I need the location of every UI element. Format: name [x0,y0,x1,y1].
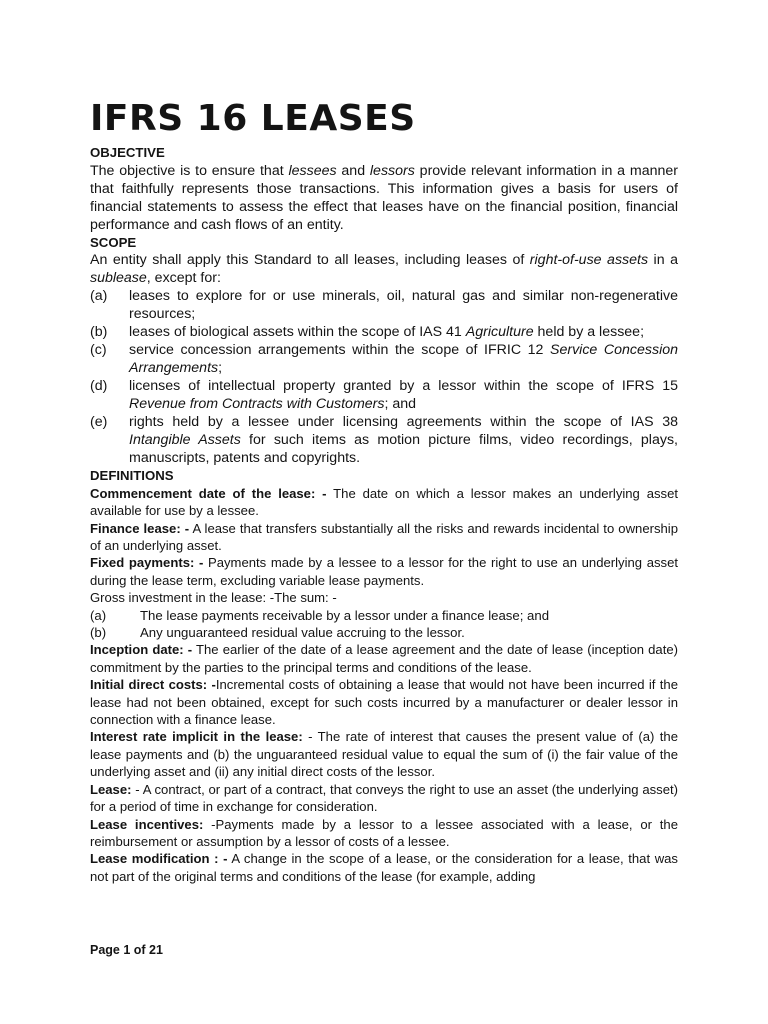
document-body [90,96,678,885]
italic-term: right-of-use assets [529,252,649,269]
definition-term: Lease modification : - [90,851,228,867]
list-text [129,323,678,341]
list-text: Any unguaranteed residual value accruing to the lessor. [140,625,465,641]
definition-text: Payments made by a lessee to a lessor for the right to use an underlying asset during the lease term, excluding variable lease payments. [90,555,678,588]
italic-term: Revenue from Contracts with Customers [129,396,385,413]
definition-term: Finance lease: - [90,520,190,536]
list-text [129,377,678,413]
text-run: leases of biological assets within the scope of IAS 41 [129,324,466,341]
list-text [129,413,678,467]
list-item [90,607,678,624]
text-run: for such items as motion picture films, video recordings, plays, manuscripts, patents and copyrights. [129,432,678,467]
list-label: (a) [90,288,108,305]
italic-term: lessors [369,162,415,179]
list-text [129,341,678,377]
definition-lease [90,781,678,816]
text-run: , except for: [146,270,221,287]
list-label: (a) [90,607,107,623]
definition-term: Fixed payments: - [90,555,204,571]
definition-fixed-payments [90,554,678,589]
text-run: service concession arrangements within the scope of IFRIC 12 [129,342,550,359]
text-run: rights held by a lessee under licensing agreements within the scope of IAS 38 [129,414,678,431]
definition-lease-incentives [90,816,678,851]
list-label: (e) [90,414,108,431]
italic-term: Intangible Assets [129,432,241,449]
definition-initial-direct-costs [90,676,678,728]
definition-text: - A contract, or part of a contract, that conveys the right to use an asset (the underlying asset) for a period of time in exchange for consideration. [90,781,678,815]
definition-commencement [90,485,678,520]
list-item [90,287,678,323]
definitions-heading: DEFINITIONS [90,468,174,484]
definition-gross-investment: Gross investment in the lease: -The sum: - [90,590,337,606]
italic-term: sublease [90,270,147,287]
definition-term: Initial direct costs: - [90,677,216,693]
italic-term: Agriculture [465,324,534,341]
text-run: held by a lessee; [533,324,645,341]
definitions-list [90,485,678,885]
text-run: An entity shall apply this Standard to all leases, including leases of [90,252,530,269]
definition-text: A lease that transfers substantially all the risks and rewards incidental to ownership of an underlying asset. [90,520,678,553]
text-run: and [336,162,370,179]
list-item [90,323,678,341]
list-label: (d) [90,378,108,395]
scope-list [90,287,678,467]
definition-finance-lease [90,520,678,555]
definition-lease-modification [90,850,678,885]
definition-text: The date on which a lessor makes an underlying asset available for use by a lessee. [90,485,678,519]
italic-term: Service Concession Arrangements [129,342,678,377]
text-run: in a [648,252,678,269]
list-item [90,377,678,413]
definition-text: The earlier of the date of a lease agreement and the date of lease (inception date) commitment by the parties to the principal terms and conditions of the lease. [90,642,678,675]
scope-heading: SCOPE [90,234,137,250]
definition-text: A change in the scope of a lease, or the consideration for a lease, that was not part of the original terms and conditions of the lease (for example, adding [90,851,678,884]
italic-term: lessees [288,162,337,179]
list-label: (c) [90,342,107,359]
list-text: leases to explore for or use minerals, oil, natural gas and similar non-regenerative resources; [129,288,678,323]
page-title: IFRS 16 LEASES [90,98,416,139]
list-item [90,413,678,467]
list-item [90,341,678,377]
definition-term: Lease: [90,781,132,797]
definition-interest-rate [90,728,678,780]
text-run: ; and [384,396,417,413]
text-run: provide relevant information in a manner that faithfully represents those transactions. This information gives a basis for users of financial statements to assess the effect that leases have on the financial position, financial performance and cash flows of an entity. [90,162,678,233]
definition-term: Lease incentives: [90,816,204,832]
definition-term: Inception date: - [90,642,193,658]
objective-paragraph [90,162,678,234]
objective-heading: OBJECTIVE [90,145,165,160]
definition-text: -Payments made by a lessor to a lessee associated with a lease, or the reimbursement or assumption by a lessor of costs of a lessee. [90,816,678,849]
definition-term: Interest rate implicit in the lease: [90,729,303,745]
scope-intro [90,251,678,287]
list-label: (b) [90,324,108,341]
page-number: Page 1 of 21 [90,943,163,957]
definition-text: Incremental costs of obtaining a lease that would not have been incurred if the lease had not been obtained, except for such costs incurred by a manufacturer or dealer lessor in connection with a finance lease. [90,677,678,728]
definition-inception-date [90,641,678,676]
definition-term: Commencement date of the lease: - [90,485,327,501]
text-run: ; [218,360,223,377]
list-label: (b) [90,625,107,641]
list-text: The lease payments receivable by a lessor under a finance lease; and [140,607,550,623]
text-run: licenses of intellectual property granted by a lessor within the scope of IFRS 15 [129,378,678,395]
definition-text: - The rate of interest that causes the present value of (a) the lease payments and (b) the unguaranteed residual value to equal the sum of (i) the fair value of the underlying asset and (ii) any initial direct costs of the lessor. [90,729,679,780]
text-run: The objective is to ensure that [90,162,289,179]
list-item [90,624,678,641]
